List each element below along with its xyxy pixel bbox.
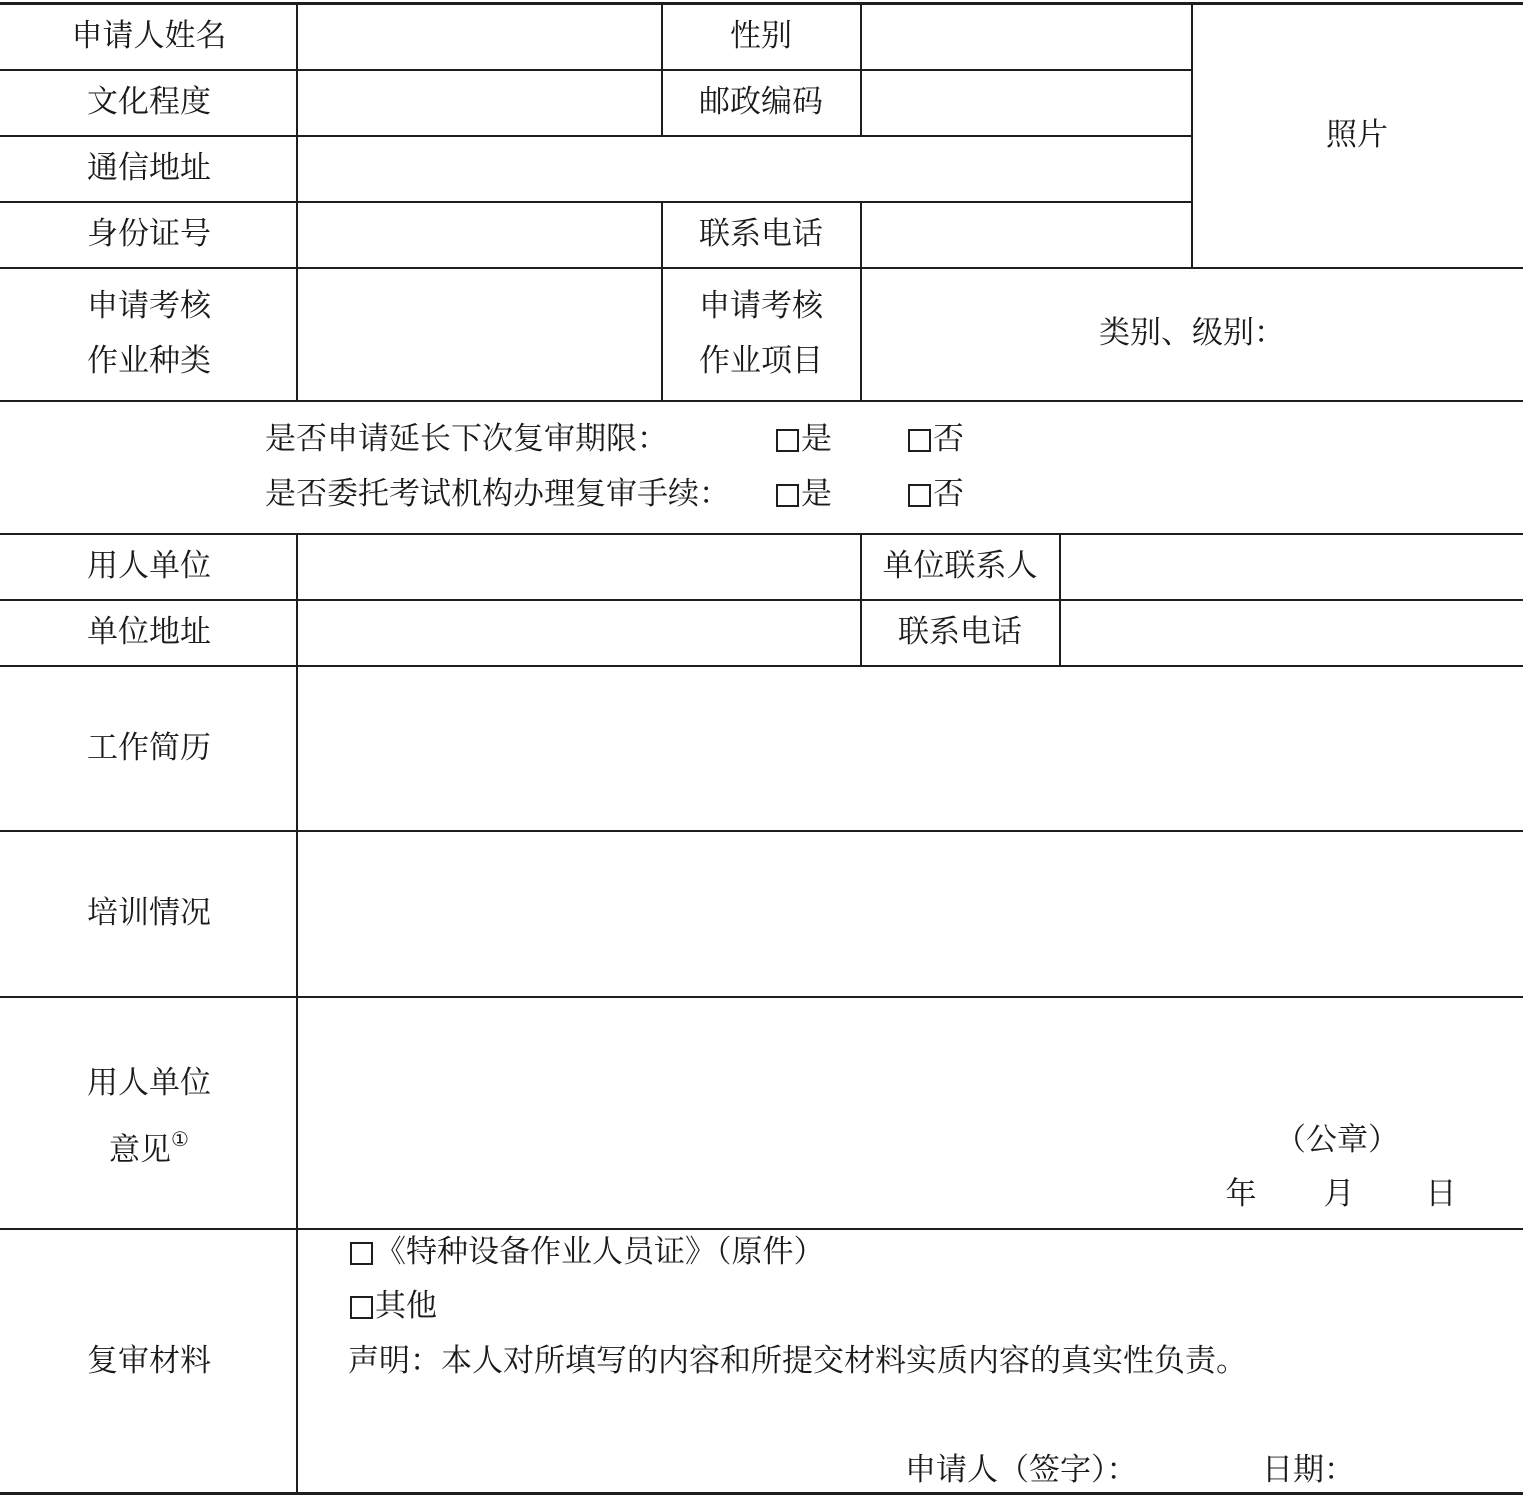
- extend-no-option[interactable]: 否: [908, 422, 964, 456]
- row-divider: [0, 996, 1523, 998]
- row-divider: [0, 400, 1523, 402]
- checkbox-icon[interactable]: [350, 1242, 373, 1265]
- row-divider: [0, 135, 1193, 137]
- row-divider: [0, 1228, 1523, 1230]
- photo-label: 照片: [1326, 117, 1388, 153]
- column-divider: [860, 533, 862, 666]
- id-number-label: 身份证号: [87, 216, 211, 252]
- employer-address-label: 单位地址: [87, 614, 211, 650]
- employer-opinion-label: 用人单位: [87, 1065, 211, 1101]
- exam-type-label: 作业种类: [87, 343, 211, 379]
- footnote-mark: ①: [171, 1127, 189, 1151]
- employer-label: 用人单位: [87, 548, 211, 584]
- column-divider: [860, 201, 862, 400]
- training-label: 培训情况: [87, 895, 211, 931]
- signature-label: 申请人（签字）：: [905, 1452, 1138, 1488]
- employer-contact-label: 单位联系人: [882, 548, 1038, 584]
- row-divider: [0, 599, 1523, 601]
- declaration-text: 声明：本人对所填写的内容和所提交材料实质内容的真实性负责。: [348, 1343, 1247, 1379]
- material-certificate-option[interactable]: 《特种设备作业人员证》（原件）: [350, 1235, 825, 1269]
- day-label: 日: [1425, 1176, 1457, 1212]
- checkbox-icon[interactable]: [908, 429, 931, 452]
- material-other-option[interactable]: 其他: [350, 1289, 437, 1323]
- row-divider: [0, 69, 1193, 71]
- column-divider: [296, 2, 298, 400]
- category-level-label: 类别、级别：: [1099, 315, 1285, 351]
- row-divider: [0, 533, 1523, 535]
- exam-type-label: 申请考核: [87, 288, 211, 324]
- review-materials-label: 复审材料: [87, 1343, 211, 1379]
- phone-label: 联系电话: [699, 216, 823, 252]
- extend-review-question: 是否申请延长下次复审期限：: [265, 421, 668, 457]
- column-divider: [661, 201, 663, 400]
- extend-yes-option[interactable]: 是: [776, 422, 832, 456]
- column-divider: [296, 533, 298, 1494]
- row-divider: [0, 201, 1193, 203]
- date-label: 日期：: [1262, 1452, 1355, 1488]
- column-divider: [661, 2, 663, 135]
- checkbox-icon[interactable]: [776, 484, 799, 507]
- work-history-label: 工作简历: [87, 730, 211, 766]
- year-label: 年: [1225, 1176, 1257, 1212]
- entrust-no-option[interactable]: 否: [908, 477, 964, 511]
- exam-item-label: 申请考核: [699, 288, 823, 324]
- applicant-name-label: 申请人姓名: [71, 18, 227, 54]
- postcode-label: 邮政编码: [699, 84, 823, 120]
- mailing-address-label: 通信地址: [87, 150, 211, 186]
- exam-item-label: 作业项目: [699, 343, 823, 379]
- seal-label: （公章）: [1275, 1122, 1399, 1158]
- column-divider: [1191, 2, 1193, 268]
- column-divider: [1059, 533, 1061, 666]
- table-border-top: [0, 2, 1523, 5]
- column-divider: [860, 2, 862, 135]
- month-label: 月: [1323, 1176, 1355, 1212]
- row-divider: [0, 267, 1523, 269]
- row-divider: [0, 665, 1523, 667]
- row-divider: [0, 830, 1523, 832]
- entrust-yes-option[interactable]: 是: [776, 477, 832, 511]
- gender-label: 性别: [730, 18, 792, 54]
- education-label: 文化程度: [87, 84, 211, 120]
- entrust-question: 是否委托考试机构办理复审手续：: [265, 476, 730, 512]
- checkbox-icon[interactable]: [776, 429, 799, 452]
- employer-phone-label: 联系电话: [898, 614, 1022, 650]
- checkbox-icon[interactable]: [908, 484, 931, 507]
- table-border-bottom: [0, 1492, 1523, 1495]
- checkbox-icon[interactable]: [350, 1296, 373, 1319]
- employer-opinion-label: 意见①: [109, 1127, 189, 1168]
